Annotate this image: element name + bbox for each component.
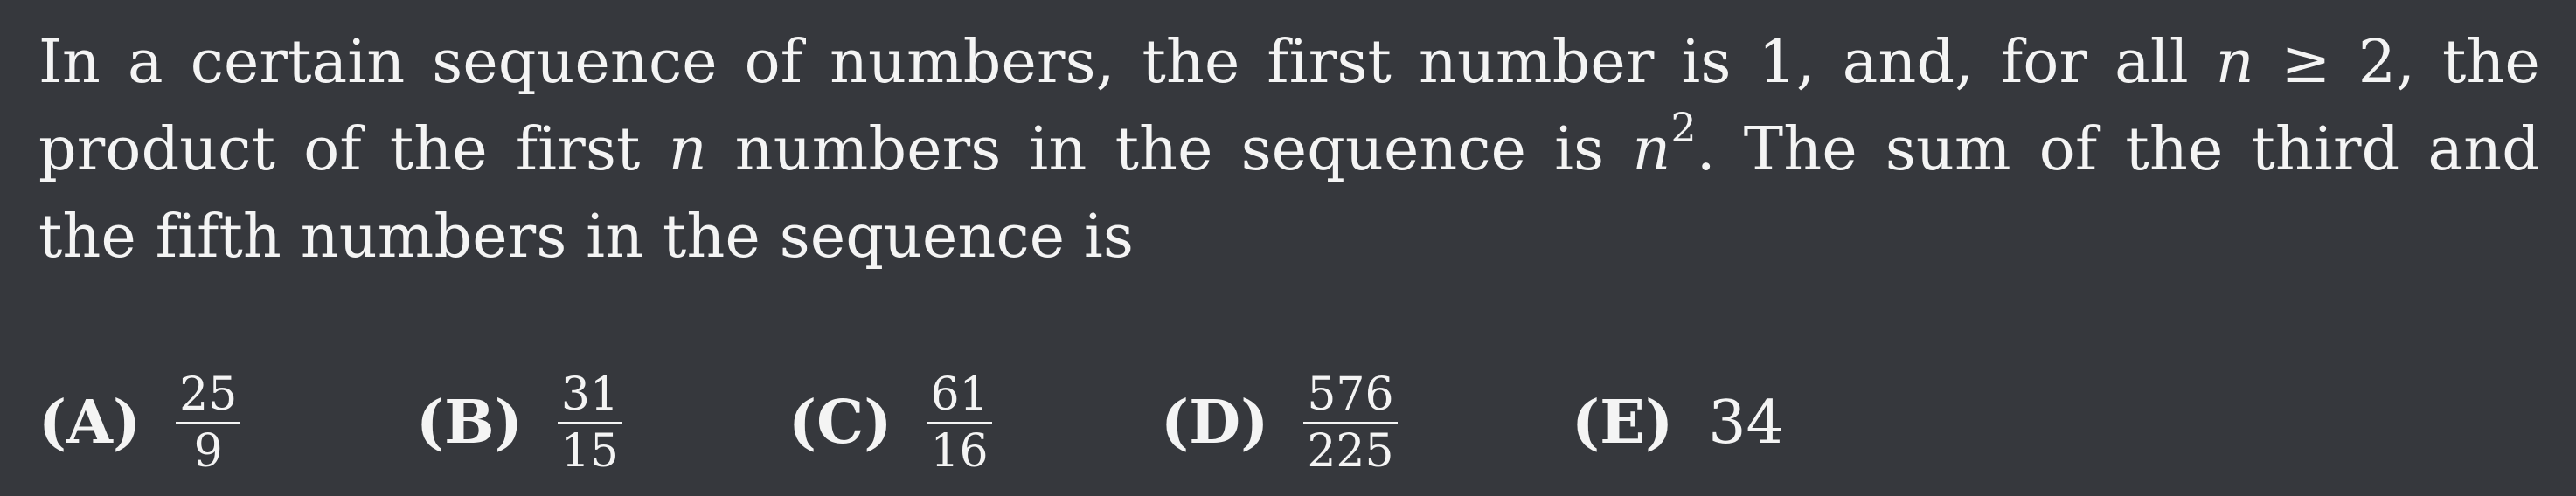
problem-line-2-text: product of the first [38,115,669,184]
problem-line-1 [38,19,2540,107]
problem-line-2-middle: numbers in the sequence is [706,115,1633,184]
choice-c[interactable] [788,368,1161,478]
choice-c-numerator: 61 [930,368,989,421]
choice-a[interactable] [38,368,416,478]
choice-c-fraction [927,368,991,478]
choice-b-numerator: 31 [560,368,619,421]
choice-d-denominator: 225 [1307,424,1394,478]
problem-text [38,19,2540,281]
problem-line-2 [38,104,2540,194]
problem-line-2-tail: . The sum of the third and [1696,115,2540,184]
problem-line-3: the fifth numbers in the sequence is [38,203,1135,272]
choice-b-denominator: 15 [560,424,619,478]
choice-d-numerator: 576 [1307,368,1394,421]
choice-b-fraction [558,368,622,478]
variable-n: n [668,115,707,184]
choice-d-fraction [1303,368,1397,478]
choice-b-label: (B) [416,388,523,458]
choice-c-denominator: 16 [930,424,989,478]
choice-c-label: (C) [788,388,892,458]
choice-d[interactable] [1161,368,1572,478]
choice-a-denominator: 9 [193,424,223,478]
choice-e[interactable] [1572,388,1784,458]
problem-line-1-text: In a certain sequence of numbers, the first number is 1, and, for all [38,28,2216,97]
choice-a-numerator: 25 [179,368,238,421]
problem-line-1-tail: ≥ 2, the [2253,28,2540,97]
choice-e-value: 34 [1708,388,1784,458]
choice-e-label: (E) [1572,388,1674,458]
variable-n: n [2215,28,2254,97]
choice-a-label: (A) [38,388,142,458]
variable-n-squared-base: n [1632,115,1671,184]
choice-a-fraction [176,368,240,478]
answer-choices [38,362,1784,484]
choice-b[interactable] [416,368,788,478]
choice-d-label: (D) [1161,388,1269,458]
exponent-2: 2 [1670,104,1697,152]
